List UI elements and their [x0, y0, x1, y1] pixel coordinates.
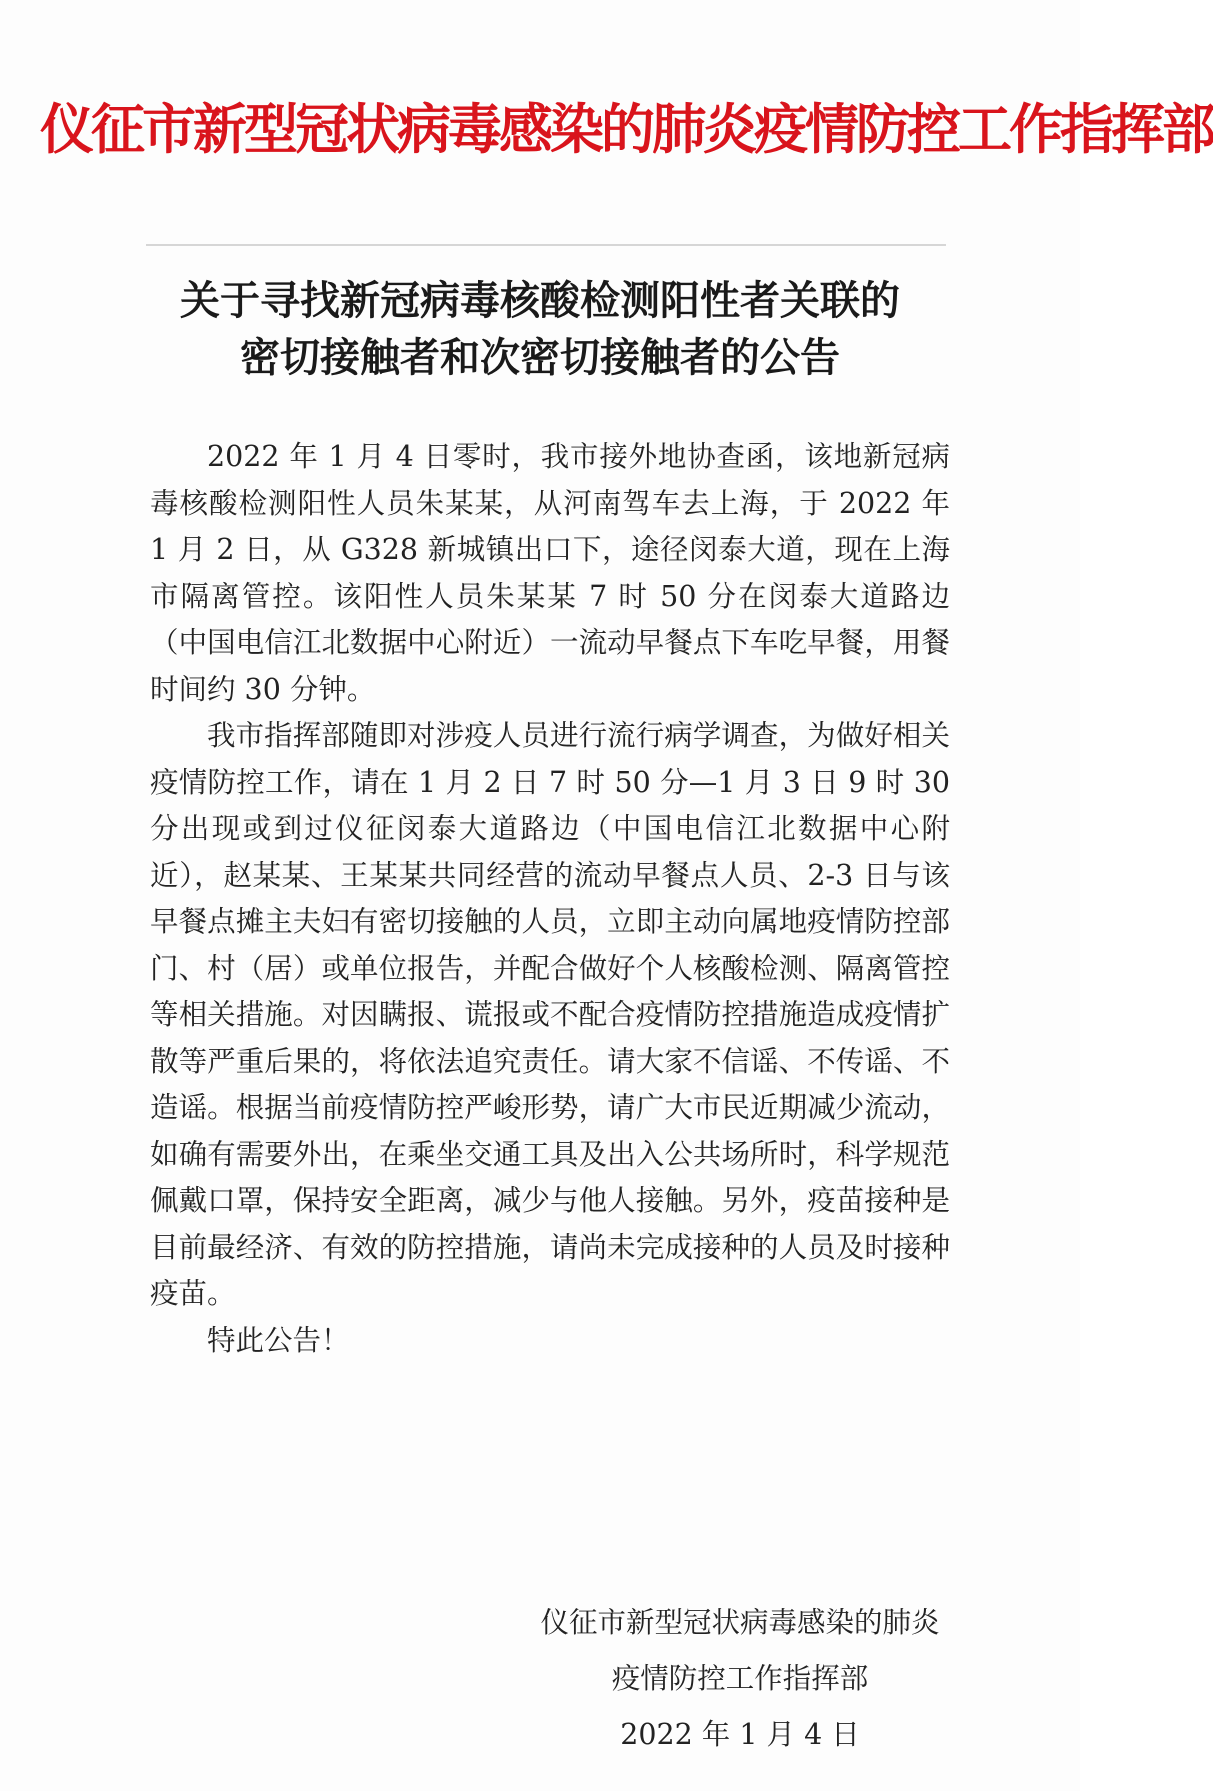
body-paragraph-1: 2022 年 1 月 4 日零时，我市接外地协查函，该地新冠病毒核酸检测阳性人员朱某某，从河南驾车去上海，于 2022 年 1 月 2 日，从 G328 新城镇出口下，途径闵泰大道，现在上海市隔离管控。该阳性人员朱某某 7 时 50 分在闵泰大道路边（中国电信江北数据中心附近）一流动早餐点下车吃早餐，用餐时间约 30 分钟。: [150, 440, 950, 706]
notice-title-line-2: 密切接触者和次密切接触者的公告: [240, 334, 840, 381]
notice-body: [150, 434, 950, 1364]
body-paragraph-2: 我市指挥部随即对涉疫人员进行流行病学调查，为做好相关疫情防控工作，请在 1 月 2 日 7 时 50 分—1 月 3 日 9 时 30 分出现或到过仪征闵泰大道路边（中国电信江北数据中心附近），赵某某、王某某共同经营的流动早餐点人员、2-3 日与该早餐点摊主夫妇有密切接触的人员，立即主动向属地疫情防控部门、村（居）或单位报告，并配合做好个人核酸检测、隔离管控等相关措施。对因瞒报、谎报或不配合疫情防控措施造成疫情扩散等严重后果的，将依法追究责任。请大家不信谣、不传谣、不造谣。根据当前疫情防控严峻形势，请广大市民近期减少流动，如确有需要外出，在乘坐交通工具及出入公共场所时，科学规范佩戴口罩，保持安全距离，减少与他人接触。另外，疫苗接种是目前最经济、有效的防控措施，请尚未完成接种的人员及时接种疫苗。: [150, 719, 950, 1310]
signature-org-line-1: 仪征市新型冠状病毒感染的肺炎: [540, 1606, 940, 1639]
signature-org-line-2: 疫情防控工作指挥部: [611, 1662, 869, 1695]
signature-block: [500, 1595, 980, 1763]
notice-title-line-1: 关于寻找新冠病毒核酸检测阳性者关联的: [180, 277, 900, 324]
red-header-title: 仪征市新型冠状病毒感染的肺炎疫情防控工作指挥部: [40, 98, 1213, 161]
body-paragraph-closing: 特此公告！: [207, 1323, 350, 1357]
notice-title: [100, 272, 980, 386]
header-divider: [146, 244, 946, 246]
signature-date: 2022 年 1 月 4 日: [620, 1718, 860, 1751]
